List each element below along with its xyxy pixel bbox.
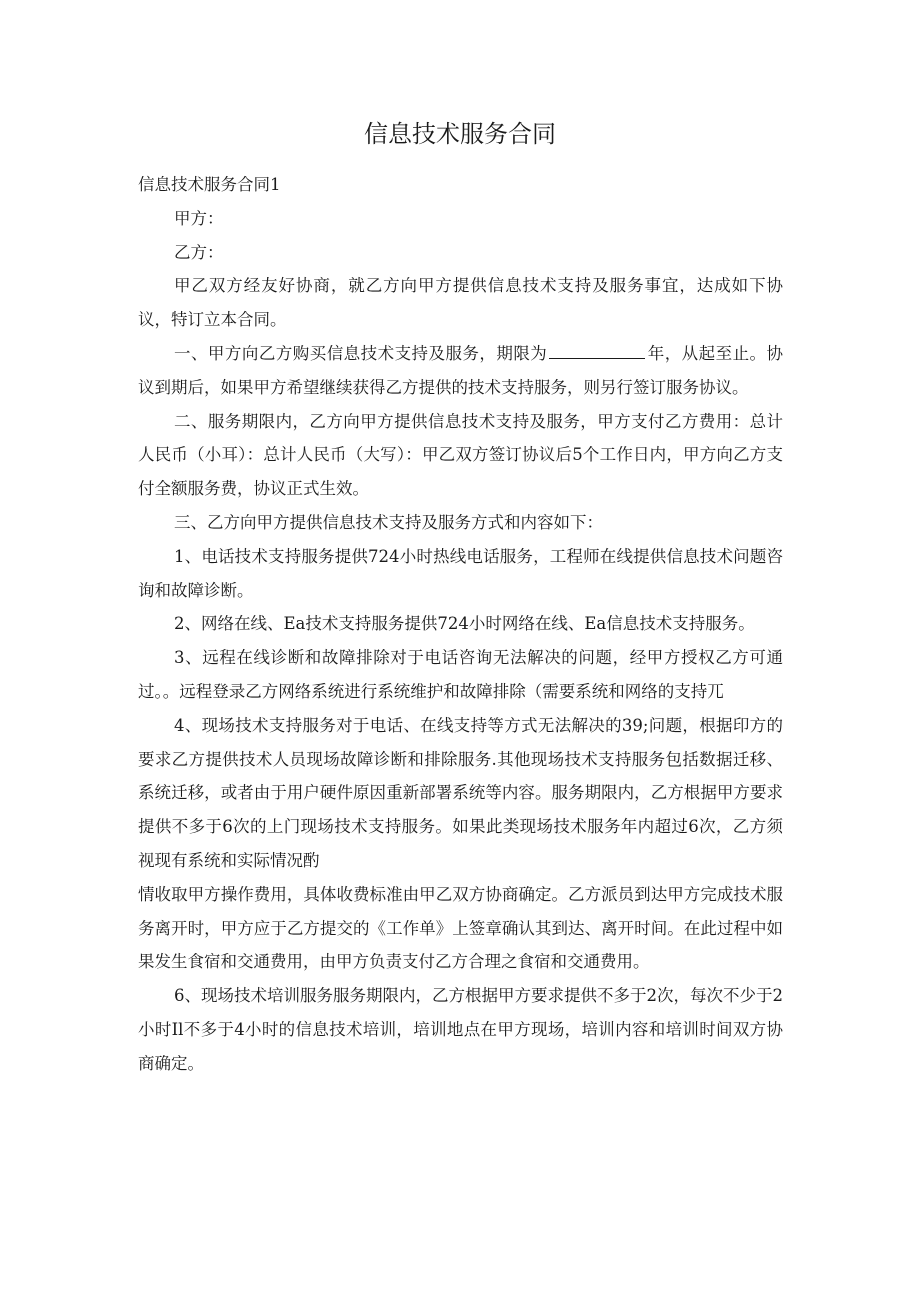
service-item-4: 4、现场技术支持服务对于电话、在线支持等方式无法解决的39;问题，根据印方的要求乙方提供技术人员现场故障诊断和排除服务.其他现场技术支持服务包括数据迁移、系统迁移，或者由于用户硬件原因重新部署系统等内容。服务期限内，乙方根据甲方要求提供不多于6次的上门现场技术支持服务。如果此类现场技术服务年内超过6次，乙方须视现有系统和实际情况酌 — [138, 715, 783, 870]
document-body — [138, 168, 783, 1081]
service-item-1: 1、电话技术支持服务提供724小时热线电话服务，工程师在线提供信息技术问题咨询和故障诊断。 — [138, 546, 783, 600]
clause-2: 二、服务期限内，乙方向甲方提供信息技术支持及服务，甲方支付乙方费用：总计人民币（小耳）：总计人民币（大写）：甲乙双方签订协议后5个工作日内，甲方向乙方支付全额服务费，协议正式生效。 — [138, 411, 783, 499]
clause-1-text-before: 一、甲方向乙方购买信息技术支持及服务，期限为 — [174, 343, 548, 363]
intro-paragraph: 甲乙双方经友好协商，就乙方向甲方提供信息技术支持及服务事宜，达成如下协议，特订立本合同。 — [138, 276, 783, 330]
clause-1 — [138, 337, 783, 405]
term-blank — [549, 338, 645, 359]
service-item-2: 2、网络在线、Ea技术支持服务提供724小时网络在线、Ea信息技术支持服务。 — [174, 614, 755, 634]
party-b-line: 乙方： — [174, 242, 224, 262]
clause-1-text-after: 年，从起至止。协议到期后，如果甲方希望继续获得乙方提供的技术支持服务，则另行签订服务协议。 — [138, 343, 784, 397]
clause-3: 三、乙方向甲方提供信息技术支持及服务方式和内容如下： — [174, 512, 603, 532]
service-item-4-continued: 情收取甲方操作费用，具体收费标准由甲乙双方协商确定。乙方派员到达甲方完成技术服务离开时，甲方应于乙方提交的《工作单》上签章确认其到达、离开时间。在此过程中如果发生食宿和交通费用，由甲方负责支付乙方合理之食宿和交通费用。 — [138, 884, 783, 972]
service-item-6: 6、现场技术培训服务服务期限内，乙方根据甲方要求提供不多于2次，每次不少于2小时Il不多于4小时的信息技术培训，培训地点在甲方现场，培训内容和培训时间双方协商确定。 — [138, 986, 783, 1073]
document-subtitle: 信息技术服务合同1 — [138, 175, 281, 194]
party-a-line: 甲方： — [174, 208, 224, 228]
document-title: 信息技术服务合同 — [364, 120, 556, 148]
service-item-3: 3、远程在线诊断和故障排除对于电话咨询无法解决的问题，经甲方授权乙方可通过。。远程登录乙方网络系统进行系统维护和故障排除（需要系统和网络的支持兀 — [138, 648, 783, 701]
